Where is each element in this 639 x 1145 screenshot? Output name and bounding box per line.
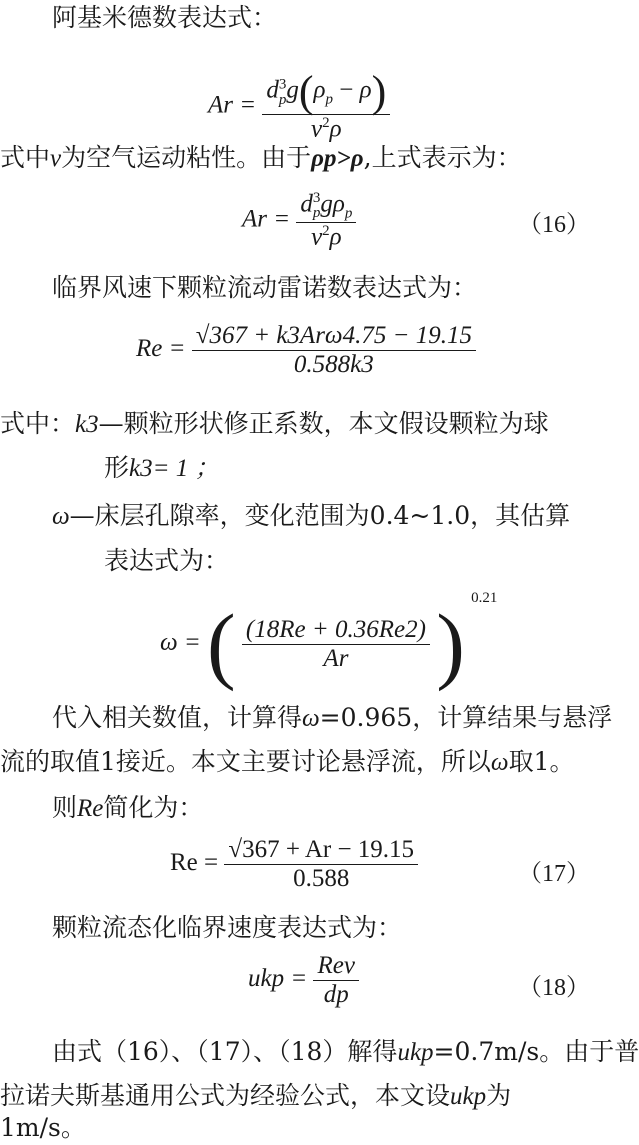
numerator: √367 + Ar − 19.15 bbox=[224, 836, 418, 865]
fraction bbox=[192, 322, 476, 379]
denominator: 0.588k3 bbox=[293, 351, 374, 378]
symbol-k3: k3 bbox=[75, 411, 99, 438]
fraction bbox=[296, 190, 356, 252]
denominator: 0.588 bbox=[293, 865, 350, 892]
exponent: 0.21 bbox=[471, 590, 498, 606]
text: ,上式表示为： bbox=[363, 143, 522, 172]
paragraph-re-simplified bbox=[52, 792, 203, 825]
fraction bbox=[262, 67, 390, 143]
equation-17 bbox=[170, 836, 418, 893]
text: 取1。 bbox=[508, 747, 575, 776]
numerator: (18Re + 0.36Re2) bbox=[242, 616, 430, 645]
paragraph-omega-result bbox=[52, 702, 612, 735]
text: 式中： bbox=[0, 409, 76, 438]
equation-lhs: Re = bbox=[136, 335, 186, 363]
paragraph-solution-cont bbox=[0, 1080, 511, 1113]
equation-lhs: ω = bbox=[160, 629, 201, 656]
paragraph-critical-velocity-intro: 颗粒流态化临界速度表达式为： bbox=[52, 913, 403, 942]
text: 式中 bbox=[0, 143, 51, 172]
equation-lhs: Ar = bbox=[242, 205, 291, 233]
paragraph-archimedes-intro: 阿基米德数表达式： bbox=[52, 3, 278, 32]
paragraph-viscosity bbox=[0, 142, 522, 175]
numerator: $d^3_pg(\rho_p - \rho)$ bbox=[262, 70, 390, 115]
fraction bbox=[313, 952, 358, 1009]
symbol-ukp: ukp bbox=[397, 1039, 434, 1066]
equation-reynolds bbox=[136, 322, 476, 379]
equation-18 bbox=[248, 952, 359, 1009]
paragraph-solution-end: 1m/s。 bbox=[0, 1113, 86, 1142]
text: 形 bbox=[104, 453, 130, 482]
paragraph-k3-definition bbox=[0, 408, 549, 441]
equation-lhs: Ar = bbox=[208, 91, 257, 119]
text: =0.7m/s。由于普 bbox=[433, 1037, 639, 1066]
denominator: $v^2\rho$ bbox=[311, 223, 342, 251]
symbol-re: Re bbox=[77, 795, 104, 822]
text: 简化为： bbox=[103, 793, 204, 822]
text: —颗粒形状修正系数，本文假设颗粒为球 bbox=[98, 409, 549, 438]
paragraph-omega-result-cont bbox=[0, 746, 574, 779]
denominator: $v^2\rho$ bbox=[311, 115, 342, 143]
paragraph-porosity bbox=[52, 500, 570, 533]
text: 为空气运动粘性。由于 bbox=[61, 143, 312, 172]
symbol-omega: ω bbox=[490, 749, 509, 776]
symbol-ukp: ukp bbox=[450, 1083, 487, 1110]
equation-number-18: （18） bbox=[518, 975, 590, 1001]
text: 流的取值1接近。本文主要讨论悬浮流，所以 bbox=[0, 747, 491, 776]
equation-lhs: ukp = bbox=[248, 965, 308, 993]
text: 为 bbox=[486, 1081, 512, 1110]
text: =0.965，计算结果与悬浮 bbox=[319, 703, 613, 732]
fraction bbox=[242, 616, 430, 673]
text: —床层孔隙率，变化范围为0.4~1.0，其估算 bbox=[69, 501, 571, 530]
text: 代入相关数值，计算得 bbox=[52, 703, 303, 732]
equation-lhs: Re = bbox=[170, 849, 219, 877]
paragraph-reynolds-intro: 临界风速下颗粒流动雷诺数表达式为： bbox=[52, 273, 478, 302]
symbol-k3-value: k3= 1 ； bbox=[129, 455, 220, 482]
denominator: Ar bbox=[323, 644, 349, 672]
text: 由式（16）、（17）、（18）解得 bbox=[52, 1037, 398, 1066]
symbol-relation: ρp>ρ bbox=[311, 145, 364, 172]
denominator: dp bbox=[323, 981, 349, 1008]
paragraph-k3-value bbox=[104, 452, 219, 485]
text: 拉诺夫斯基通用公式为经验公式，本文设 bbox=[0, 1081, 451, 1110]
paragraph-solution bbox=[52, 1036, 639, 1069]
equation-number-16: （16） bbox=[518, 212, 590, 238]
numerator: Rev bbox=[313, 952, 358, 981]
numerator: $d^3_pg\rho_p$ bbox=[296, 190, 356, 223]
paragraph-porosity-cont: 表达式为： bbox=[104, 546, 230, 575]
numerator: √367 + k3Arω4.75 − 19.15 bbox=[192, 322, 476, 351]
equation-number-17: （17） bbox=[518, 861, 590, 887]
equation-archimedes bbox=[208, 67, 390, 143]
symbol-omega: ω bbox=[302, 705, 320, 732]
symbol-v: v bbox=[50, 145, 62, 172]
equation-omega: ω = ( $\frac{(18Re + 0.36Re2)}{Ar}$ ) $^{0.21}$ bbox=[160, 590, 498, 693]
equation-16 bbox=[242, 190, 356, 252]
text: 则 bbox=[52, 793, 78, 822]
fraction bbox=[224, 836, 418, 893]
symbol-omega: ω bbox=[52, 503, 70, 530]
